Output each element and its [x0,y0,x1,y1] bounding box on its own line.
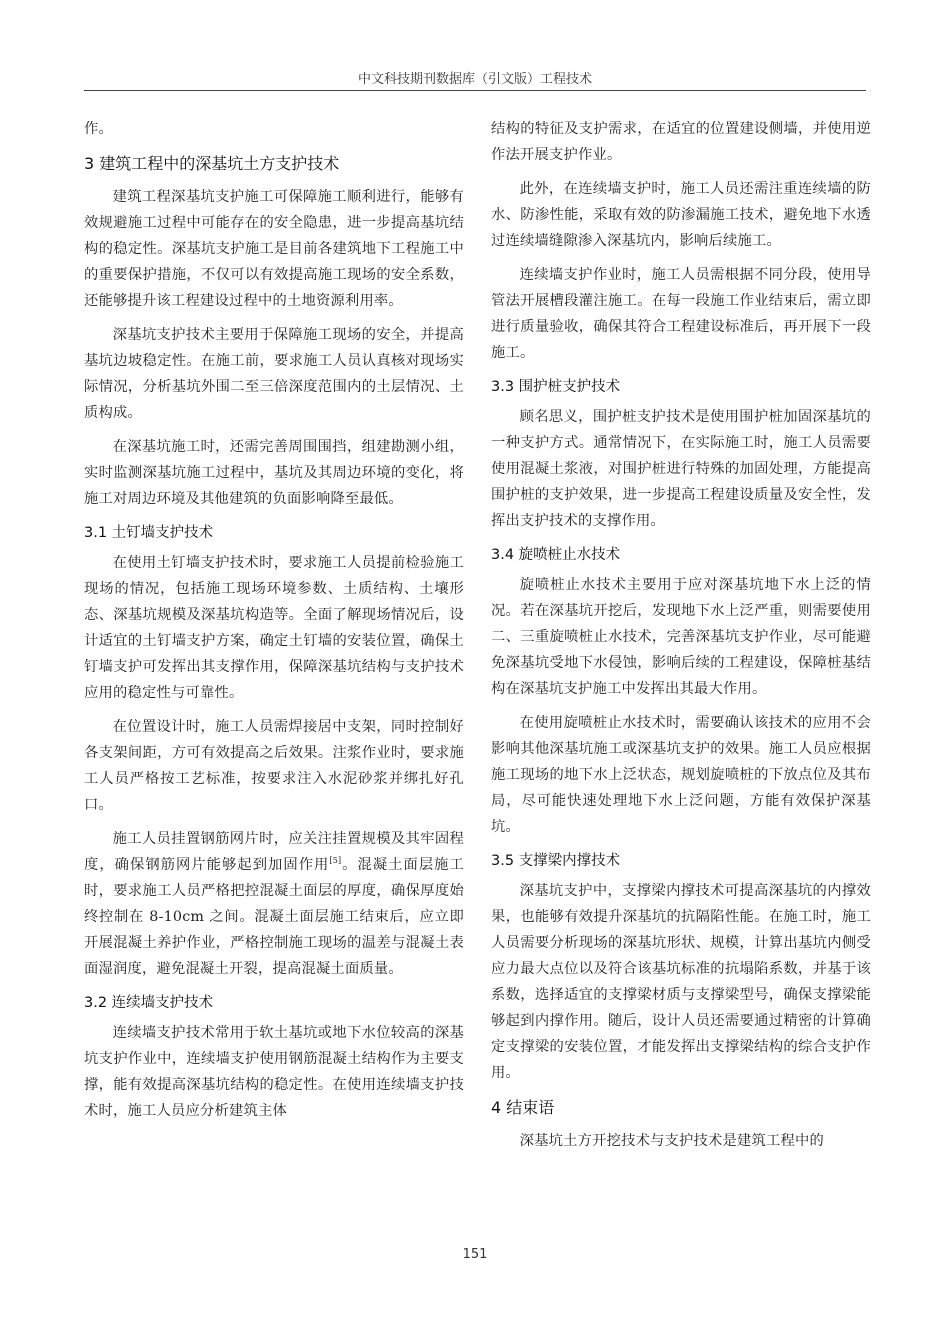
section-3-2-paragraph-1: 连续墙支护技术常用于软土基坑或地下水位较高的深基坑支护作业中，连续墙支护使用钢筋混凝土结构作为主要支撑，能有效提高深基坑结构的稳定性。在使用连续墙支护技术时，施工人员应分析建筑主体 [84,1025,464,1119]
section-3-2-paragraph-3: 连续墙支护作业时，施工人员需根据不同分段，使用导管法开展槽段灌注施工。在每一段施工作业结束后，需立即进行质量验收，确保其符合工程建设标准后，再开展下一段施工。 [491,267,871,361]
paragraph-text-part-a: 施工人员挂置钢筋网片时，应关注挂置规模及其牢固程度，确保钢筋网片能够起到加固作用 [84,831,464,873]
section-3-1-paragraph-3 [84,826,464,982]
section-4-paragraph-1: 深基坑土方开挖技术与支护技术是建筑工程中的 [519,1133,825,1149]
section-3-5-heading: 3.5 支撑梁内撑技术 [491,853,621,869]
section-3-1-paragraph-1: 在使用土钉墙支护技术时，要求施工人员提前检验施工现场的情况，包括施工现场环境参数、土质结构、土壤形态、深基坑规模及深基坑构造等。全面了解现场情况后，设计适宜的土钉墙支护方案，确定土钉墙的安装位置，确保土钉墙支护可发挥出其支撑作用，保障深基坑结构与支护技术应用的稳定性与可靠性。 [84,555,464,701]
citation-reference: [5] [329,856,342,866]
section-3-5-paragraph-1: 深基坑支护中，支撑梁内撑技术可提高深基坑的内撑效果，也能够有效提升深基坑的抗隔陷性能。在施工时，施工人员需要分析现场的深基坑形状、规模，计算出基坑内侧受应力最大点位以及符合该基坑标准的抗塌陷系数，并基于该系数，选择适宜的支撑梁材质与支撑梁型号，确保支撑梁能够起到内撑作用。随后，设计人员还需要通过精密的计算确定支撑梁的安装位置，才能发挥出支撑梁结构的综合支护作用。 [491,883,871,1081]
section-3-4-paragraph-1: 旋喷桩止水技术主要用于应对深基坑地下水上泛的情况。若在深基坑开挖后，发现地下水上泛严重，则需要使用二、三重旋喷桩止水技术，完善深基坑支护作业，尽可能避免深基坑受地下水侵蚀，影响后续的工程建设，保障桩基结构在深基坑支护施工中发挥出其最大作用。 [491,577,871,697]
section-3-3-paragraph-1: 顾名思义，围护桩支护技术是使用围护桩加固深基坑的一种支护方式。通常情况下，在实际施工时，施工人员需要使用混凝土浆液，对围护桩进行特殊的加固处理，方能提高围护桩的支护效果，进一步提高工程建设质量及安全性，发挥出支护技术的支撑作用。 [491,409,871,529]
section-3-paragraph-1: 建筑工程深基坑支护施工可保障施工顺利进行，能够有效规避施工过程中可能存在的安全隐患，进一步提高基坑结构的稳定性。深基坑支护施工是目前各建筑地下工程施工中的重要保护措施，不仅可以有效提高施工现场的安全系数，还能够提升该工程建设过程中的土地资源利用率。 [84,189,464,309]
section-3-1-heading: 3.1 土钉墙支护技术 [84,525,214,541]
section-3-paragraph-2: 深基坑支护技术主要用于保障施工现场的安全，并提高基坑边坡稳定性。在施工前，要求施工人员认真核对现场实际情况，分析基坑外围二至三倍深度范围内的土层情况、土质构成。 [84,327,464,421]
section-3-paragraph-3: 在深基坑施工时，还需完善周围围挡，组建勘测小组，实时监测深基坑施工过程中，基坑及其周边环境的变化，将施工对周边环境及其他建筑的负面影响降至最低。 [84,439,464,507]
page-number: 151 [462,1247,488,1262]
section-3-2-paragraph-2: 此外，在连续墙支护时，施工人员还需注重连续墙的防水、防渗性能，采取有效的防渗漏施工技术，避免地下水透过连续墙缝隙渗入深基坑内，影响后续施工。 [491,181,871,249]
section-4-heading: 4 结束语 [491,1098,555,1117]
right-column [491,116,871,1162]
continued-paragraph: 结构的特征及支护需求，在适宜的位置建设侧墙，并使用逆作法开展支护作业。 [491,121,871,163]
section-3-4-heading: 3.4 旋喷桩止水技术 [491,547,621,563]
section-3-2-heading: 3.2 连续墙支护技术 [84,995,214,1011]
section-3-3-heading: 3.3 围护桩支护技术 [491,379,621,395]
left-column [84,116,464,1132]
header-rule [84,90,866,91]
running-header: 中文科技期刊数据库（引文版）工程技术 [357,72,592,87]
section-3-heading: 3 建筑工程中的深基坑土方支护技术 [84,154,340,173]
section-3-4-paragraph-2: 在使用旋喷桩止水技术时，需要确认该技术的应用不会影响其他深基坑施工或深基坑支护的效果。施工人员应根据施工现场的地下水上泛状态，规划旋喷桩的下放点位及其布局，尽可能快速处理地下水上泛问题，方能有效保护深基坑。 [491,715,871,835]
paragraph-text-part-b: 。混凝土面层施工时，要求施工人员严格把控混凝土面层的厚度，确保厚度始终控制在 8-10cm 之间。混凝土面层施工结束后，应立即开展混凝土养护作业，严格控制施工现场的温差与混凝土表面湿润度，避免混凝土开裂，提高混凝土面质量。 [84,857,464,977]
continued-paragraph: 作。 [84,121,113,137]
section-3-1-paragraph-2: 在位置设计时，施工人员需焊接居中支架，同时控制好各支架间距，方可有效提高之后效果。注浆作业时，要求施工人员严格按工艺标准，按要求注入水泥砂浆并绑扎好孔口。 [84,719,464,813]
